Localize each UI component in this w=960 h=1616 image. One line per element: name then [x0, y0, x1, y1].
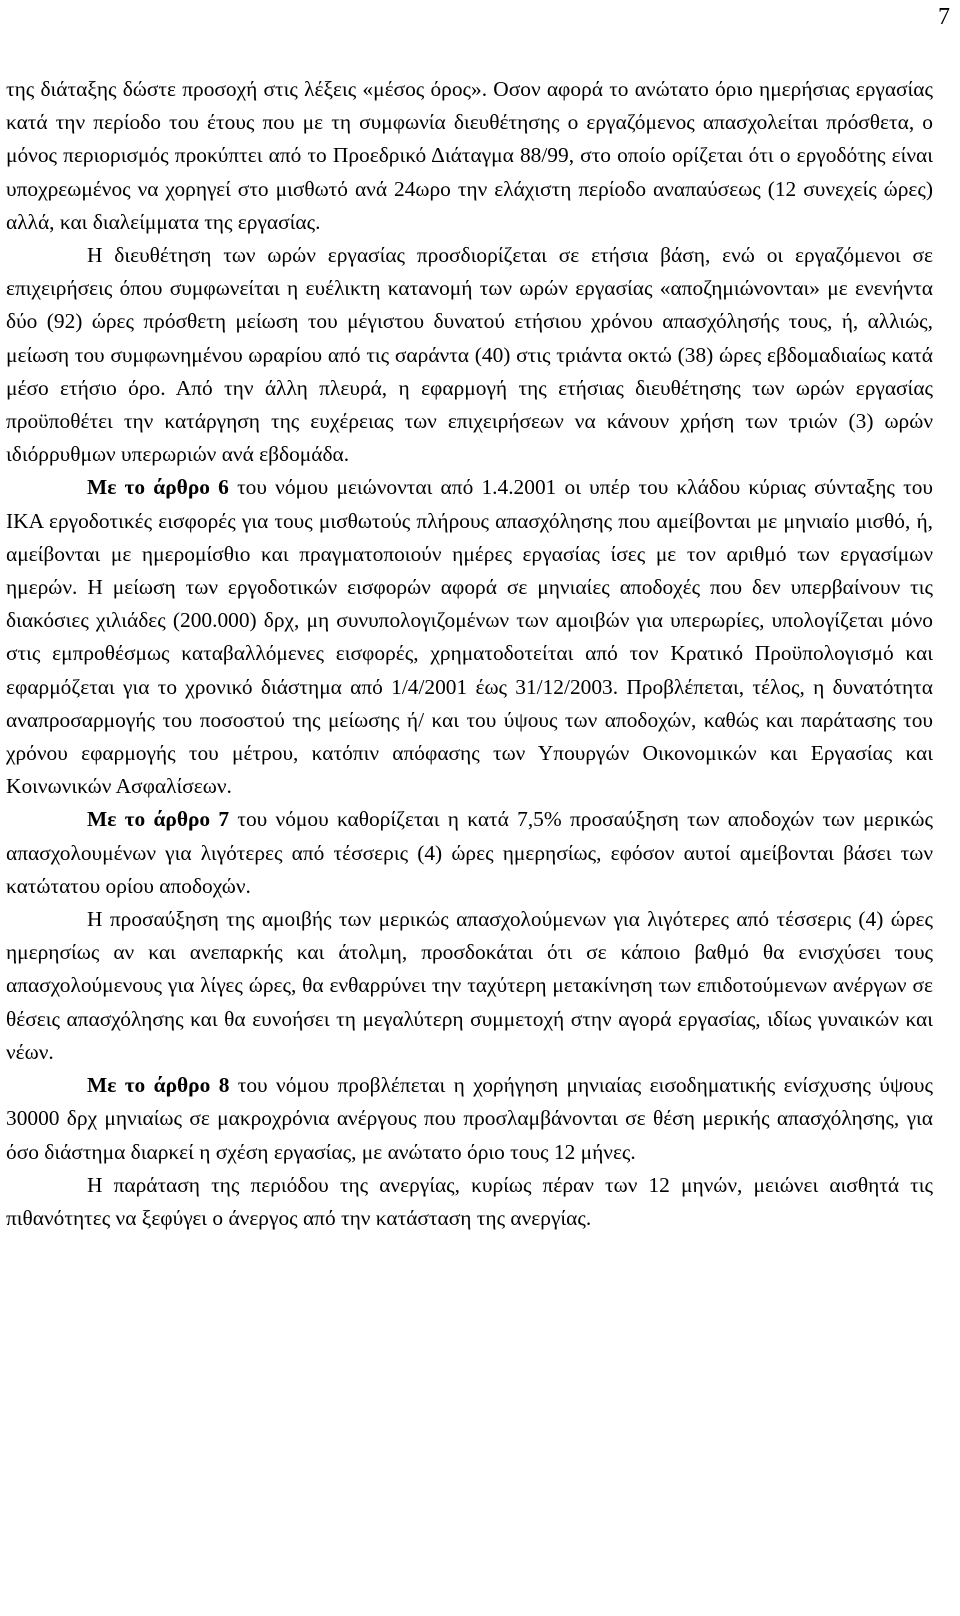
paragraph-5	[6, 903, 933, 1069]
article-6-text: του νόμου μειώνονται από 1.4.2001 οι υπέρ του κλάδου κύριας σύνταξης του ΙΚΑ εργοδοτικές εισφορές για τους μισθωτούς πλήρους απασχόλησης που αμείβονται με μηνιαίο μισθό, ή, αμείβονται με ημερομίσθιο και πραγματοποιούν ημέρες εργασίας ίσες με τον αριθμό των εργασίμων ημερών. Η μείωση των εργοδοτικών εισφορών αφορά σε μηνιαίες αποδοχές που δεν υπερβαίνουν τις διακόσιες χιλιάδες (200.000) δρχ, μη συνυπολογιζομένων των αμοιβών για υπερωρίες, υπολογίζεται μόνο στις εμπροθέσμως καταβαλλόμενες εισφορές, χρηματοδοτείται από τον Κρατικό Προϋπολογισμό και εφαρμόζεται για το χρονικό διάστημα από 1/4/2001 έως 31/12/2003. Προβλέπεται, τέλος, η δυνατότητα αναπροσαρμογής του ποσοστού της μείωσης ή/ και του ύψους των αποδοχών, καθώς και παράτασης του χρόνου εφαρμογής του μέτρου, κατόπιν απόφασης των Υπουργών Οικονομικών και Εργασίας και Κοινωνικών Ασφαλίσεων.	[6, 475, 933, 799]
document-body	[6, 73, 933, 1235]
paragraph-1-text: της διάταξης δώστε προσοχή στις λέξεις «μέσος όρος». Οσον αφορά το ανώτατο όριο ημερήσιας εργασίας κατά την περίοδο του έτους που με τη συμφωνία διευθέτησης ο εργαζόμενος απασχολείται πρόσθετα, ο μόνος περιορισμός προκύπτει από το Προεδρικό Διάταγμα 88/99, στο οποίο ορίζεται ότι ο εργοδότης είναι υποχρεωμένος να χορηγεί στο μισθωτό ανά 24ωρο την ελάχιστη περίοδο αναπαύσεως (12 συνεχείς ώρες) αλλά, και διαλείμματα της εργασίας.	[6, 77, 933, 234]
paragraph-2-text: Η διευθέτηση των ωρών εργασίας προσδιορίζεται σε ετήσια βάση, ενώ οι εργαζόμενοι σε επιχειρήσεις όπου συμφωνείται η ευέλικτη κατανομή των ωρών εργασίας «αποζημιώνονται» με ενενήντα δύο (92) ώρες πρόσθετη μείωση του μέγιστου δυνατού ετήσιου χρόνου απασχόλησής τους, ή, αλλιώς, μείωση του συμφωνημένου ωραρίου από τις σαράντα (40) στις τριάντα οκτώ (38) ώρες εβδομαδιαίως κατά μέσο ετήσιο όρο. Από την άλλη πλευρά, η εφαρμογή της ετήσιας διευθέτησης των ωρών εργασίας προϋποθέτει την κατάργηση της ευχέρειας των επιχειρήσεων να κάνουν χρήση των τριών (3) ωρών ιδιόρρυθμων υπερωριών ανά εβδομάδα.	[6, 243, 933, 467]
article-6-heading: Με το άρθρο 6	[87, 475, 229, 500]
paragraph-5-text: Η προσαύξηση της αμοιβής των μερικώς απασχολούμενων για λιγότερες από τέσσερις (4) ώρες ημερησίως αν και ανεπαρκής και άτολμη, προσδοκάται ότι σε κάποιο βαθμό θα ενισχύσει τους απασχολούμενους για λίγες ώρες, θα ενθαρρύνει την ταχύτερη μετακίνηση των επιδοτούμενων ανέργων σε θέσεις απασχόλησης και θα ευνοήσει τη μεγαλύτερη συμμετοχή στην αγορά εργασίας, ιδίως γυναικών και νέων.	[6, 907, 933, 1064]
paragraph-7-text: Η παράταση της περιόδου της ανεργίας, κυρίως πέραν των 12 μηνών, μειώνει αισθητά τις πιθανότητες να ξεφύγει ο άνεργος από την κατάσταση της ανεργίας.	[6, 1172, 933, 1230]
article-7-heading: Με το άρθρο 7	[87, 807, 230, 832]
article-7-text: του νόμου καθορίζεται η κατά 7,5% προσαύξηση των αποδοχών των μερικώς απασχολουμένων για λιγότερες από τέσσερις (4) ώρες ημερησίως, εφόσον αυτοί αμείβονται βάσει των κατώτατου ορίου αποδοχών.	[6, 807, 933, 898]
article-8-heading: Με το άρθρο 8	[87, 1073, 230, 1098]
paragraph-article-7	[6, 803, 933, 903]
article-8-text: του νόμου προβλέπεται η χορήγηση μηνιαίας εισοδηματικής ενίσχυσης ύψους 30000 δρχ μηνιαίως σε μακροχρόνια ανέργους που προσλαμβάνονται σε θέση μερικής απασχόλησης, για όσο διάστημα διαρκεί η σχέση εργασίας, με ανώτατο όριο τους 12 μήνες.	[6, 1073, 933, 1164]
paragraph-article-8	[6, 1069, 933, 1169]
page-number: 7	[938, 4, 950, 30]
paragraph-7	[6, 1169, 933, 1235]
paragraph-1	[6, 73, 933, 239]
paragraph-article-6	[6, 471, 933, 803]
paragraph-2	[6, 239, 933, 471]
